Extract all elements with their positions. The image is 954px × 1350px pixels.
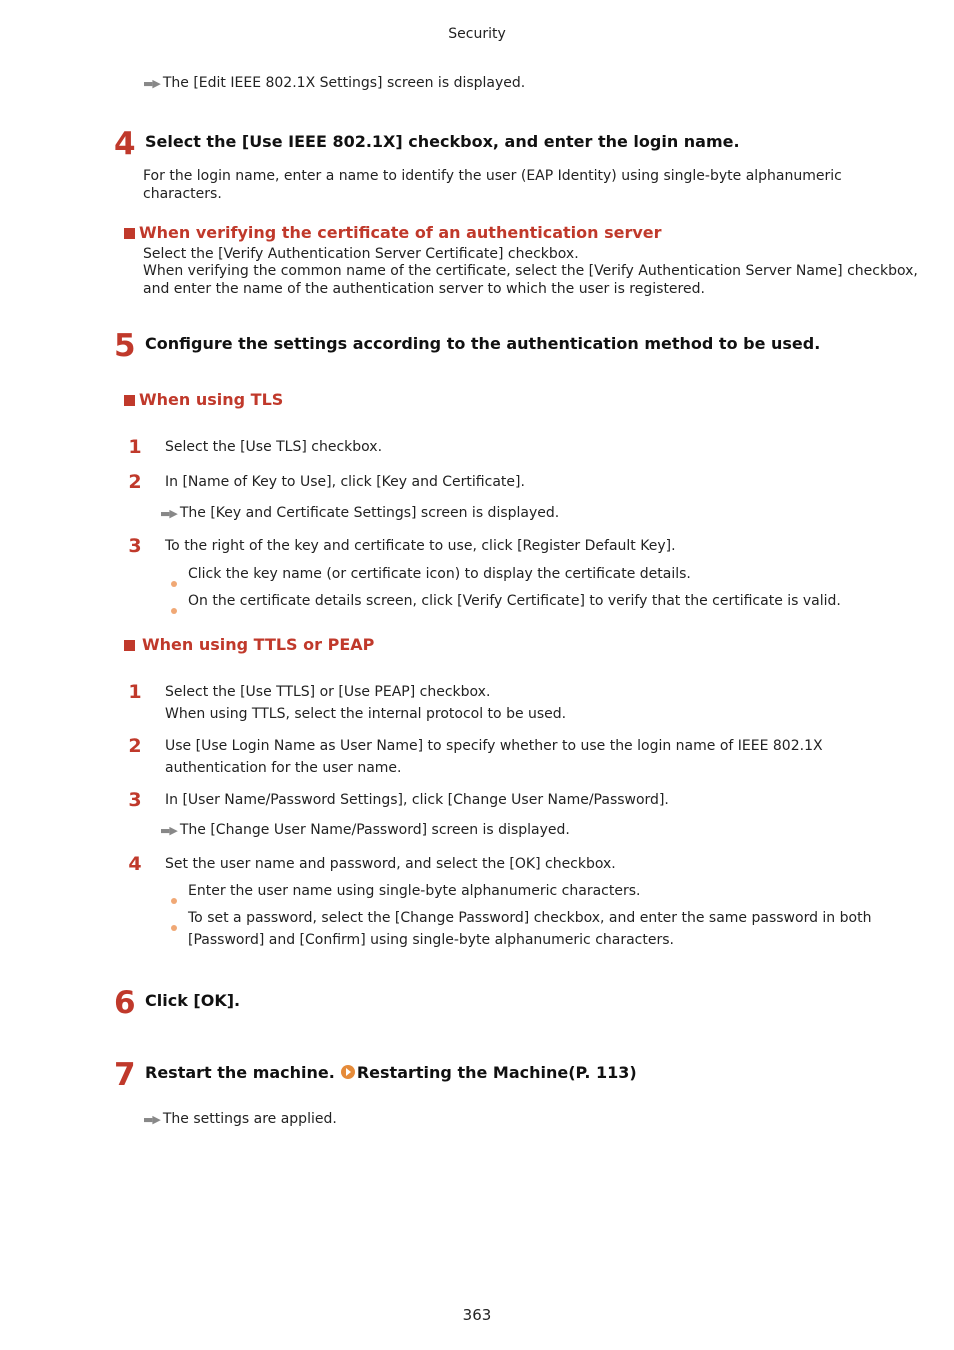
result-line: [143, 74, 525, 93]
result-line: [160, 821, 570, 840]
result-text: The [Change User Name/Password] screen is displayed.: [179, 822, 570, 838]
square-marker-icon: [124, 228, 135, 239]
substep-number: 3: [128, 535, 142, 557]
step-number: 7: [114, 1057, 136, 1093]
substep-text: Set the user name and password, and select the [OK] checkbox.: [165, 856, 616, 872]
result-arrow-icon: ▬▶: [143, 1113, 160, 1126]
result-arrow-icon: ▬▶: [160, 507, 177, 520]
substep-text: Use [Use Login Name as User Name] to specify whether to use the login name of IEEE 802.1X: [165, 738, 823, 754]
step-number: 6: [114, 985, 136, 1021]
page-number: 363: [462, 1306, 492, 1324]
step-body-line: For the login name, enter a name to identify the user (EAP Identity) using single-byte alphanumeric: [143, 168, 842, 184]
substep-number: 4: [128, 853, 142, 875]
subsection-line: and enter the name of the authentication server to which the user is registered.: [143, 281, 705, 297]
step-title: Click [OK].: [145, 991, 241, 1010]
step-title-text: Restart the machine.: [145, 1063, 335, 1082]
result-text: The settings are applied.: [162, 1111, 337, 1127]
substep-text: In [Name of Key to Use], click [Key and Certificate].: [165, 474, 525, 490]
subsection-heading-text: When using TTLS or PEAP: [142, 635, 375, 654]
substep-text: Select the [Use TLS] checkbox.: [165, 439, 383, 455]
subsection-heading-text: When verifying the certificate of an authentication server: [139, 223, 662, 242]
subsection-heading: [124, 635, 374, 655]
bullet-text: Click the key name (or certificate icon) to display the certificate details.: [188, 566, 691, 582]
bullet-icon: [171, 599, 177, 618]
step-title: [145, 1063, 637, 1083]
bullet-text: On the certificate details screen, click [Verify Certificate] to verify that the certificate is valid.: [188, 593, 841, 609]
subsection-heading: [124, 390, 283, 410]
result-text: The [Edit IEEE 802.1X Settings] screen is displayed.: [162, 75, 526, 91]
bullet-text: To set a password, select the [Change Password] checkbox, and enter the same password in both: [188, 910, 872, 926]
restart-machine-link[interactable]: Restarting the Machine(P. 113): [356, 1063, 637, 1082]
step-number: 4: [114, 126, 136, 162]
bullet-text: [Password] and [Confirm] using single-byte alphanumeric characters.: [188, 932, 674, 948]
substep-number: 2: [128, 735, 142, 757]
step-body-line: characters.: [143, 186, 222, 202]
result-text: The [Key and Certificate Settings] screen is displayed.: [179, 505, 560, 521]
step-number: 5: [114, 328, 136, 364]
step-title: Configure the settings according to the authentication method to be used.: [145, 334, 821, 353]
bullet-text: Enter the user name using single-byte alphanumeric characters.: [188, 883, 641, 899]
subsection-heading-text: When using TLS: [139, 390, 284, 409]
result-line: [143, 1110, 337, 1129]
link-arrow-icon[interactable]: [341, 1065, 355, 1079]
substep-text: When using TTLS, select the internal protocol to be used.: [165, 706, 567, 722]
result-arrow-icon: ▬▶: [160, 824, 177, 837]
square-marker-icon: [124, 395, 135, 406]
page-header-section: Security: [448, 26, 506, 42]
bullet-icon: [171, 916, 177, 935]
subsection-line: Select the [Verify Authentication Server Certificate] checkbox.: [143, 246, 579, 262]
result-arrow-icon: ▬▶: [143, 77, 160, 90]
substep-text: To the right of the key and certificate to use, click [Register Default Key].: [165, 538, 676, 554]
substep-number: 1: [128, 436, 142, 458]
bullet-icon: [171, 889, 177, 908]
substep-number: 1: [128, 681, 142, 703]
subsection-line: When verifying the common name of the certificate, select the [Verify Authentication Server Name] checkbox,: [143, 263, 918, 279]
result-line: [160, 504, 559, 523]
substep-number: 2: [128, 471, 142, 493]
step-title: Select the [Use IEEE 802.1X] checkbox, and enter the login name.: [145, 132, 740, 151]
substep-text: In [User Name/Password Settings], click [Change User Name/Password].: [165, 792, 669, 808]
substep-number: 3: [128, 789, 142, 811]
substep-text: authentication for the user name.: [165, 760, 402, 776]
substep-text: Select the [Use TTLS] or [Use PEAP] checkbox.: [165, 684, 491, 700]
bullet-icon: [171, 572, 177, 591]
square-marker-icon: [124, 640, 135, 651]
subsection-heading: [124, 223, 662, 243]
